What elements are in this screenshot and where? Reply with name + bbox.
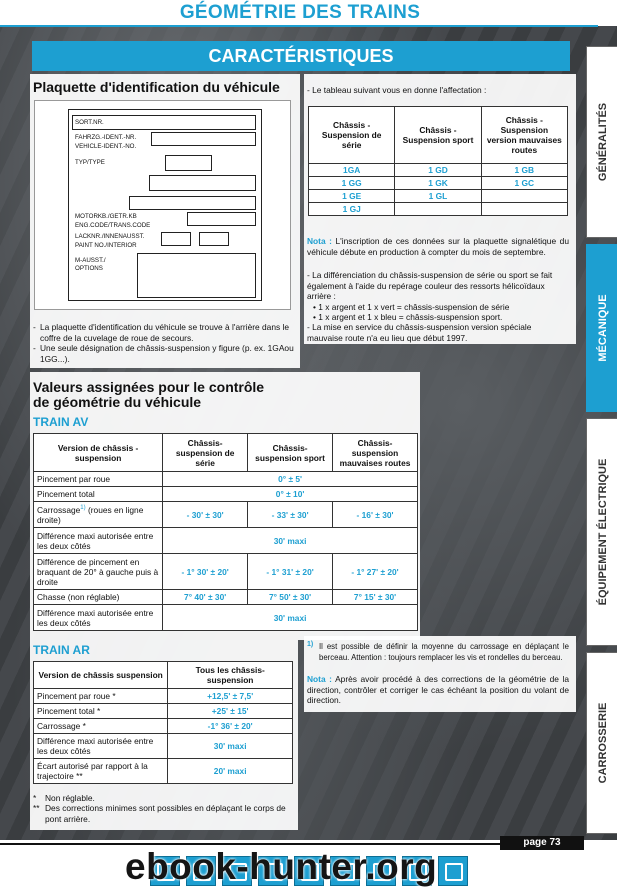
row-label: Différence maxi autorisée entre les deux côtés: [34, 734, 168, 759]
table-cell: 1 GK: [395, 177, 481, 190]
plate-label-paint: PAINT NO./INTERIOR: [75, 242, 137, 249]
spring-color-serie: • 1 x argent et 1 x vert = châssis-suspension de série: [313, 302, 510, 312]
value-cell: - 1° 30' ± 20': [163, 554, 248, 590]
bullet-dash: -: [33, 322, 36, 332]
nota-text: L'inscription de ces données sur la plaquette signalétique du véhicule débute en production à compter du mois de septembre.: [307, 236, 569, 257]
table-cell: 1 GL: [395, 190, 481, 203]
affectation-header: Châssis - Suspension sport: [395, 107, 481, 164]
plate-label-lack: LACKNR./INNENAUSST.: [75, 233, 145, 240]
tab-label: MÉCANIQUE: [596, 294, 609, 362]
value-cell: - 1° 31' ± 20': [248, 554, 333, 590]
row-label: Écart autorisé par rapport à la trajectoire **: [34, 759, 168, 784]
plate-frame: [68, 109, 262, 301]
table-cell: 1 GE: [309, 190, 395, 203]
row-label: Chasse (non réglable): [34, 590, 163, 605]
interior-box: [199, 232, 229, 246]
footnote-non-reglable: Non réglable.: [45, 793, 95, 803]
row-label: Carrossage *: [34, 719, 168, 734]
tab-carrosserie[interactable]: [586, 652, 617, 834]
tab-mecanique[interactable]: [586, 244, 617, 412]
service-date-text: - La mise en service du châssis-suspension version spéciale mauvaise route n'a eu lieu que début 1997.: [307, 322, 532, 343]
values-heading-line2: de géométrie du véhicule: [33, 394, 202, 410]
row-label: Différence maxi autorisée entre les deux côtés: [34, 528, 163, 554]
tab-label: ÉQUIPEMENT ÉLECTRIQUE: [596, 458, 609, 606]
tab-label: CARROSSERIE: [596, 702, 609, 784]
carrossage-footnote: Il est possible de définir la moyenne du carrossage en déplaçant le berceau. Attention : toujours remplacer les vis et rondelles du berceau.: [319, 642, 569, 662]
row-label: Pincement total: [34, 487, 163, 502]
table-cell: 1 GJ: [309, 203, 395, 216]
page-number: page 73: [500, 836, 584, 850]
value-cell: 7° 15' ± 30': [333, 590, 418, 605]
train-av-table: [33, 433, 418, 631]
table-cell: [481, 190, 567, 203]
value-cell: 0° ± 10': [163, 487, 418, 502]
value-cell: 30' maxi: [163, 528, 418, 554]
value-cell: 0° ± 5': [163, 472, 418, 487]
section-title-bar: CARACTÉRISTIQUES: [32, 41, 570, 71]
value-cell: +25' ± 15': [168, 704, 293, 719]
row-label: Différence de pincement en braquant de 20° à gauche puis à droite: [34, 554, 163, 590]
nota-direction-text: Après avoir procédé à des corrections de la géométrie de la direction, contrôler et corriger le cas échéant la position du volant de direction.: [307, 674, 569, 705]
bullet-dash: -: [33, 343, 36, 353]
options-box: [137, 253, 256, 298]
footnote-ref: 1): [80, 504, 86, 511]
table-cell: 1 GG: [309, 177, 395, 190]
row-label-carrossage: [34, 502, 163, 528]
footnote-corrections: Des corrections minimes sont possibles en déplaçant le corps de pont arrière.: [45, 803, 286, 824]
table-cell: 1 GB: [481, 164, 567, 177]
page-title: GÉOMÉTRIE DES TRAINS: [179, 2, 421, 23]
carrossage-label-suffix: (roues en ligne droite): [37, 504, 144, 525]
affectation-table: [308, 106, 568, 216]
values-heading-line1: Valeurs assignées pour le contrôle: [33, 379, 265, 395]
affectation-header: Châssis - Suspension version mauvaises routes: [481, 107, 567, 164]
table-cell: [395, 203, 481, 216]
motor-box: [187, 212, 256, 226]
plate-label-vehicle: VEHICLE-IDENT.-NO.: [75, 143, 137, 150]
identification-plate: [34, 100, 291, 310]
value-cell: - 30' ± 30': [163, 502, 248, 528]
plate-designation-text: Une seule désignation de châssis-suspension y figure (p. ex. 1GAou 1GG...).: [40, 343, 294, 364]
nota-label: Nota :: [307, 674, 332, 684]
footer-rule: [0, 843, 500, 845]
value-cell: 30' maxi: [168, 734, 293, 759]
blank-box-1: [149, 175, 256, 191]
footnote-double-star: **: [33, 803, 40, 813]
spring-color-sport: • 1 x argent et 1 x bleu = châssis-suspension sport.: [313, 312, 503, 322]
typ-box: [165, 155, 212, 171]
carrossage-label: Carrossage: [37, 504, 81, 515]
plate-label-fahrzg: FAHRZG.-IDENT.-NR.: [75, 134, 137, 141]
blank-box-2: [129, 196, 256, 210]
nota-label: Nota :: [307, 236, 332, 246]
table-cell: 1GA: [309, 164, 395, 177]
train-ar-header: Version de châssis suspension: [34, 662, 168, 689]
value-cell: 30' maxi: [163, 605, 418, 631]
tab-generalites[interactable]: [586, 46, 617, 238]
plate-label-motor: MOTORKB./GETR.KB: [75, 213, 137, 220]
nota-direction: [307, 674, 569, 706]
value-cell: 7° 40' ± 30': [163, 590, 248, 605]
affectation-intro: - Le tableau suivant vous en donne l'affectation :: [307, 85, 487, 95]
footnote-ref: 1): [307, 641, 314, 648]
values-heading: [33, 380, 413, 410]
plate-label-eng: ENG.CODE/TRANS.CODE: [75, 222, 151, 229]
tab-label: GÉNÉRALITÉS: [596, 102, 609, 182]
row-label: Différence maxi autorisée entre les deux côtés: [34, 605, 163, 631]
train-av-label: TRAIN AV: [33, 415, 89, 429]
train-av-header: Châssis- suspension mauvaises routes: [333, 434, 418, 472]
value-cell: - 33' ± 30': [248, 502, 333, 528]
header-rule: [0, 25, 598, 27]
nota-paragraph: [307, 236, 569, 257]
footnote-star: *: [33, 793, 37, 803]
row-label: Pincement par roue *: [34, 689, 168, 704]
value-cell: 20' maxi: [168, 759, 293, 784]
paint-box: [161, 232, 191, 246]
train-av-header: Version de châssis - suspension: [34, 434, 163, 472]
value-cell: -1° 36' ± 20': [168, 719, 293, 734]
plate-label-mausst: M-AUSST./: [75, 257, 106, 264]
plate-label-typ: TYP/TYPE: [75, 159, 105, 166]
value-cell: - 16' ± 30': [333, 502, 418, 528]
table-cell: 1 GD: [395, 164, 481, 177]
train-av-header: Châssis- suspension de série: [163, 434, 248, 472]
value-cell: 7° 50' ± 30': [248, 590, 333, 605]
train-ar-label: TRAIN AR: [33, 643, 90, 657]
train-av-header: Châssis- suspension sport: [248, 434, 333, 472]
plate-label-sort: SORT.NR.: [75, 119, 104, 126]
train-ar-table: [33, 661, 293, 784]
row-label: Pincement par roue: [34, 472, 163, 487]
value-cell: +12,5' ± 7,5': [168, 689, 293, 704]
plate-heading: Plaquette d'identification du véhicule: [33, 79, 280, 95]
table-cell: [481, 203, 567, 216]
train-ar-header: Tous les châssis- suspension: [168, 662, 293, 689]
row-label: Pincement total *: [34, 704, 168, 719]
plate-label-options: OPTIONS: [75, 265, 103, 272]
watermark-text: ebook-hunter.org: [125, 846, 438, 887]
tab-equipement-electrique[interactable]: [586, 418, 617, 646]
affectation-header: Châssis - Suspension de série: [309, 107, 395, 164]
fahrzg-box: [151, 132, 256, 146]
differentiation-text: - La différenciation du châssis-suspension de série ou sport se fait également à l'aide du repérage couleur des ressorts hélicoïdaux arrière :: [307, 270, 553, 301]
value-cell: - 1° 27' ± 20': [333, 554, 418, 590]
table-cell: 1 GC: [481, 177, 567, 190]
plate-location-text: La plaquette d'identification du véhicule se trouve à l'arrière dans le coffre de la cuvelage de roue de secours.: [40, 322, 290, 343]
